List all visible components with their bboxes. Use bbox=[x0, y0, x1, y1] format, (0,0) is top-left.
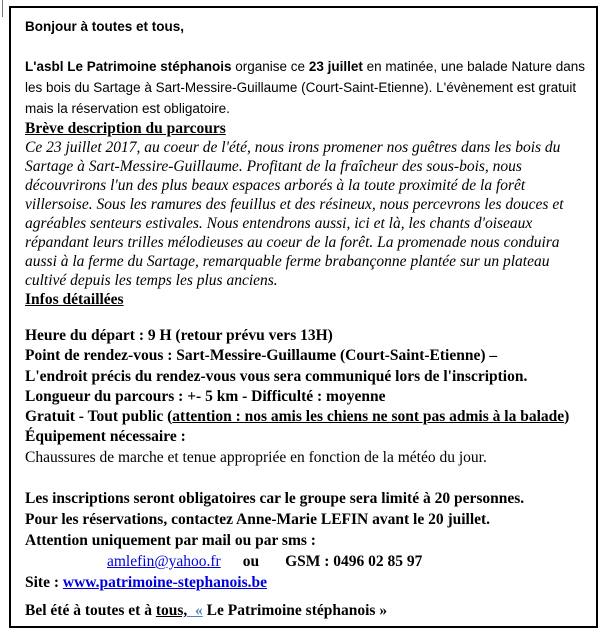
description-heading: Brève description du parcours bbox=[25, 120, 226, 137]
length-difficulty-line: Longueur du parcours : +- 5 km - Difficulté : moyenne bbox=[25, 387, 386, 405]
reservation-contact-line: Pour les réservations, contactez Anne-Marie LEFIN avant le 20 juillet. bbox=[25, 511, 491, 529]
closing-lead-text: Bel été à toutes et à bbox=[25, 602, 156, 620]
or-label: ou bbox=[242, 553, 260, 571]
description-paragraph: Ce 23 juillet 2017, au coeur de l'été, nous irons promener nos guêtres dans les bois du Sartage à Sart-Messire-Guillaume. Profitant de la fraîcheur des sous-bois, nous découvrirons l'un des plus beaux espaces arborés à la toute proximité de la forêt villersoise. Sous les ramures des feuillus et des résineux, nous percevrons les douces et agréables senteurs estivales. Nous entendrons aussi, ici et là, les chants d'oiseaux répandant leurs trilles mélodieuses au coeur de la forêt. La promenade nous conduira aussi à la ferme du Sartage, remarquable ferme brabançonne plantée sur un plateau cultivé depuis les temps les plus anciens. bbox=[25, 139, 564, 289]
meeting-point-line: Point de rendez-vous : Sart-Messire-Guillaume (Court-Saint-Etienne) – bbox=[25, 347, 498, 365]
event-date-bold: 23 juillet bbox=[308, 59, 363, 74]
registration-block bbox=[25, 488, 590, 593]
free-suffix-text: ) bbox=[564, 408, 570, 426]
site-label: Site : bbox=[25, 574, 60, 592]
free-public-line bbox=[25, 407, 590, 427]
closing-tail-text: Le Patrimoine stéphanois » bbox=[202, 602, 388, 620]
gsm-number: GSM : 0496 02 85 97 bbox=[285, 553, 423, 571]
departure-time-line: Heure du départ : 9 H (retour prévu vers 13H) bbox=[25, 327, 333, 344]
document-border-box bbox=[9, 6, 598, 628]
email-link[interactable]: amlefin@yahoo.fr bbox=[107, 553, 221, 571]
group-limit-line: Les inscriptions seront obligatoires car le groupe sera limité à 20 personnes. bbox=[25, 490, 525, 508]
equipment-heading-line: Équipement nécessaire : bbox=[25, 428, 186, 446]
contact-details-line bbox=[25, 551, 590, 572]
meeting-info-line: L'endroit précis du rendez-vous vous sera communiqué lors de l'inscription. bbox=[25, 367, 528, 385]
outer-border-fragment bbox=[2, 0, 3, 17]
closing-line bbox=[25, 600, 590, 621]
closing-underlined-text: tous, bbox=[155, 602, 188, 620]
org-name-bold: L'asbl Le Patrimoine stéphanois bbox=[25, 59, 232, 74]
dogs-warning-underlined: attention : nos amis les chiens ne sont pas admis à la balade bbox=[172, 408, 565, 426]
details-block bbox=[25, 326, 590, 468]
free-prefix-text: Gratuit - Tout public ( bbox=[25, 408, 173, 426]
intro-rest-text: en matinée, une balade Nature dans les bois du Sartage à Sart-Messire-Guillaume (Court-Saint-Etienne). L'évènement est gratuit mais la réservation est obligatoire. bbox=[25, 59, 586, 116]
closing-guillemet: « bbox=[187, 602, 203, 620]
intro-mid-text: organise ce bbox=[231, 59, 309, 74]
equipment-text-line: Chaussures de marche et tenue appropriée en fonction de la météo du jour. bbox=[25, 448, 487, 466]
intro-paragraph bbox=[25, 56, 590, 119]
infos-heading: Infos détaillées bbox=[25, 291, 124, 308]
site-line bbox=[25, 572, 590, 593]
greeting-text: Bonjour à toutes et tous, bbox=[25, 19, 185, 34]
contact-channel-line: Attention uniquement par mail ou par sms : bbox=[25, 532, 316, 550]
website-link[interactable]: www.patrimoine-stephanois.be bbox=[62, 574, 267, 592]
